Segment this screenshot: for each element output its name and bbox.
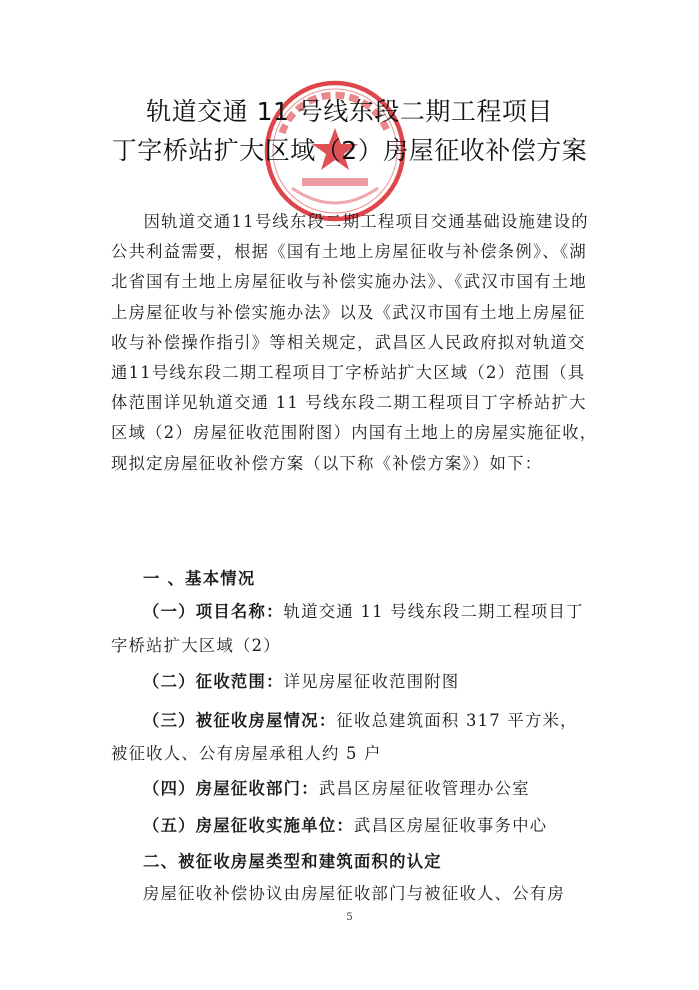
page-number: 5 — [346, 912, 353, 923]
item-department — [143, 775, 530, 799]
item-label: （五）房屋征收实施单位： — [143, 816, 354, 835]
item-house-status — [143, 707, 578, 731]
item-label: （二）征收范围： — [143, 672, 284, 691]
item-project-name — [143, 598, 584, 622]
item-label: （三）被征收房屋情况： — [143, 711, 337, 730]
intro-paragraph-block — [111, 207, 603, 479]
section-heading-basic-info: 一 、基本情况 — [143, 569, 256, 588]
item-label: （四）房屋征收部门： — [143, 779, 319, 798]
item-house-status-cont: 被征收人、公有房屋承租人约 5 户 — [111, 744, 382, 763]
item-scope — [143, 668, 459, 692]
item-implementer — [143, 812, 547, 836]
section-heading-house-type: 二、被征收房屋类型和建筑面积的认定 — [143, 852, 442, 871]
document-title-line2: 丁字桥站扩大区域（2）房屋征收补偿方案 — [111, 136, 588, 165]
item-label: （一）项目名称： — [143, 602, 284, 621]
section2-text: 房屋征收补偿协议由房屋征收部门与被征收人、公有房 — [143, 884, 565, 903]
item-value: 征收总建筑面积 317 平方米， — [336, 711, 578, 730]
item-value: 轨道交通 11 号线东段二期工程项目丁 — [283, 602, 584, 621]
item-value: 武昌区房屋征收事务中心 — [353, 816, 548, 835]
item-value: 详见房屋征收范围附图 — [283, 672, 460, 691]
item-value: 武昌区房屋征收管理办公室 — [318, 779, 530, 798]
intro-paragraph: 因轨道交通11号线东段二期工程项目交通基础设施建设的公共利益需要，根据《国有土地上房屋征收与补偿条例》、《湖北省国有土地上房屋征收与补偿实施办法》、《武汉市国有土地上房屋征收与补偿实施办法》以及《武汉市国有土地上房屋征收与补偿操作指引》等相关规定，武昌区人民政府拟对轨道交通11号线东段二期工程项目丁字桥站扩大区域（2）范围（具体范围详见轨道交通 11 号线东段二期工程项目丁字桥站扩大区域（2）房屋征收范围附图）内国有土地上的房屋实施征收，现拟定房屋征收补偿方案（以下称《补偿方案》）如下： — [111, 212, 598, 473]
document-title-line1: 轨道交通 11 号线东段二期工程项目 — [146, 97, 553, 126]
item-project-name-cont: 字桥站扩大区域（2） — [111, 636, 281, 655]
